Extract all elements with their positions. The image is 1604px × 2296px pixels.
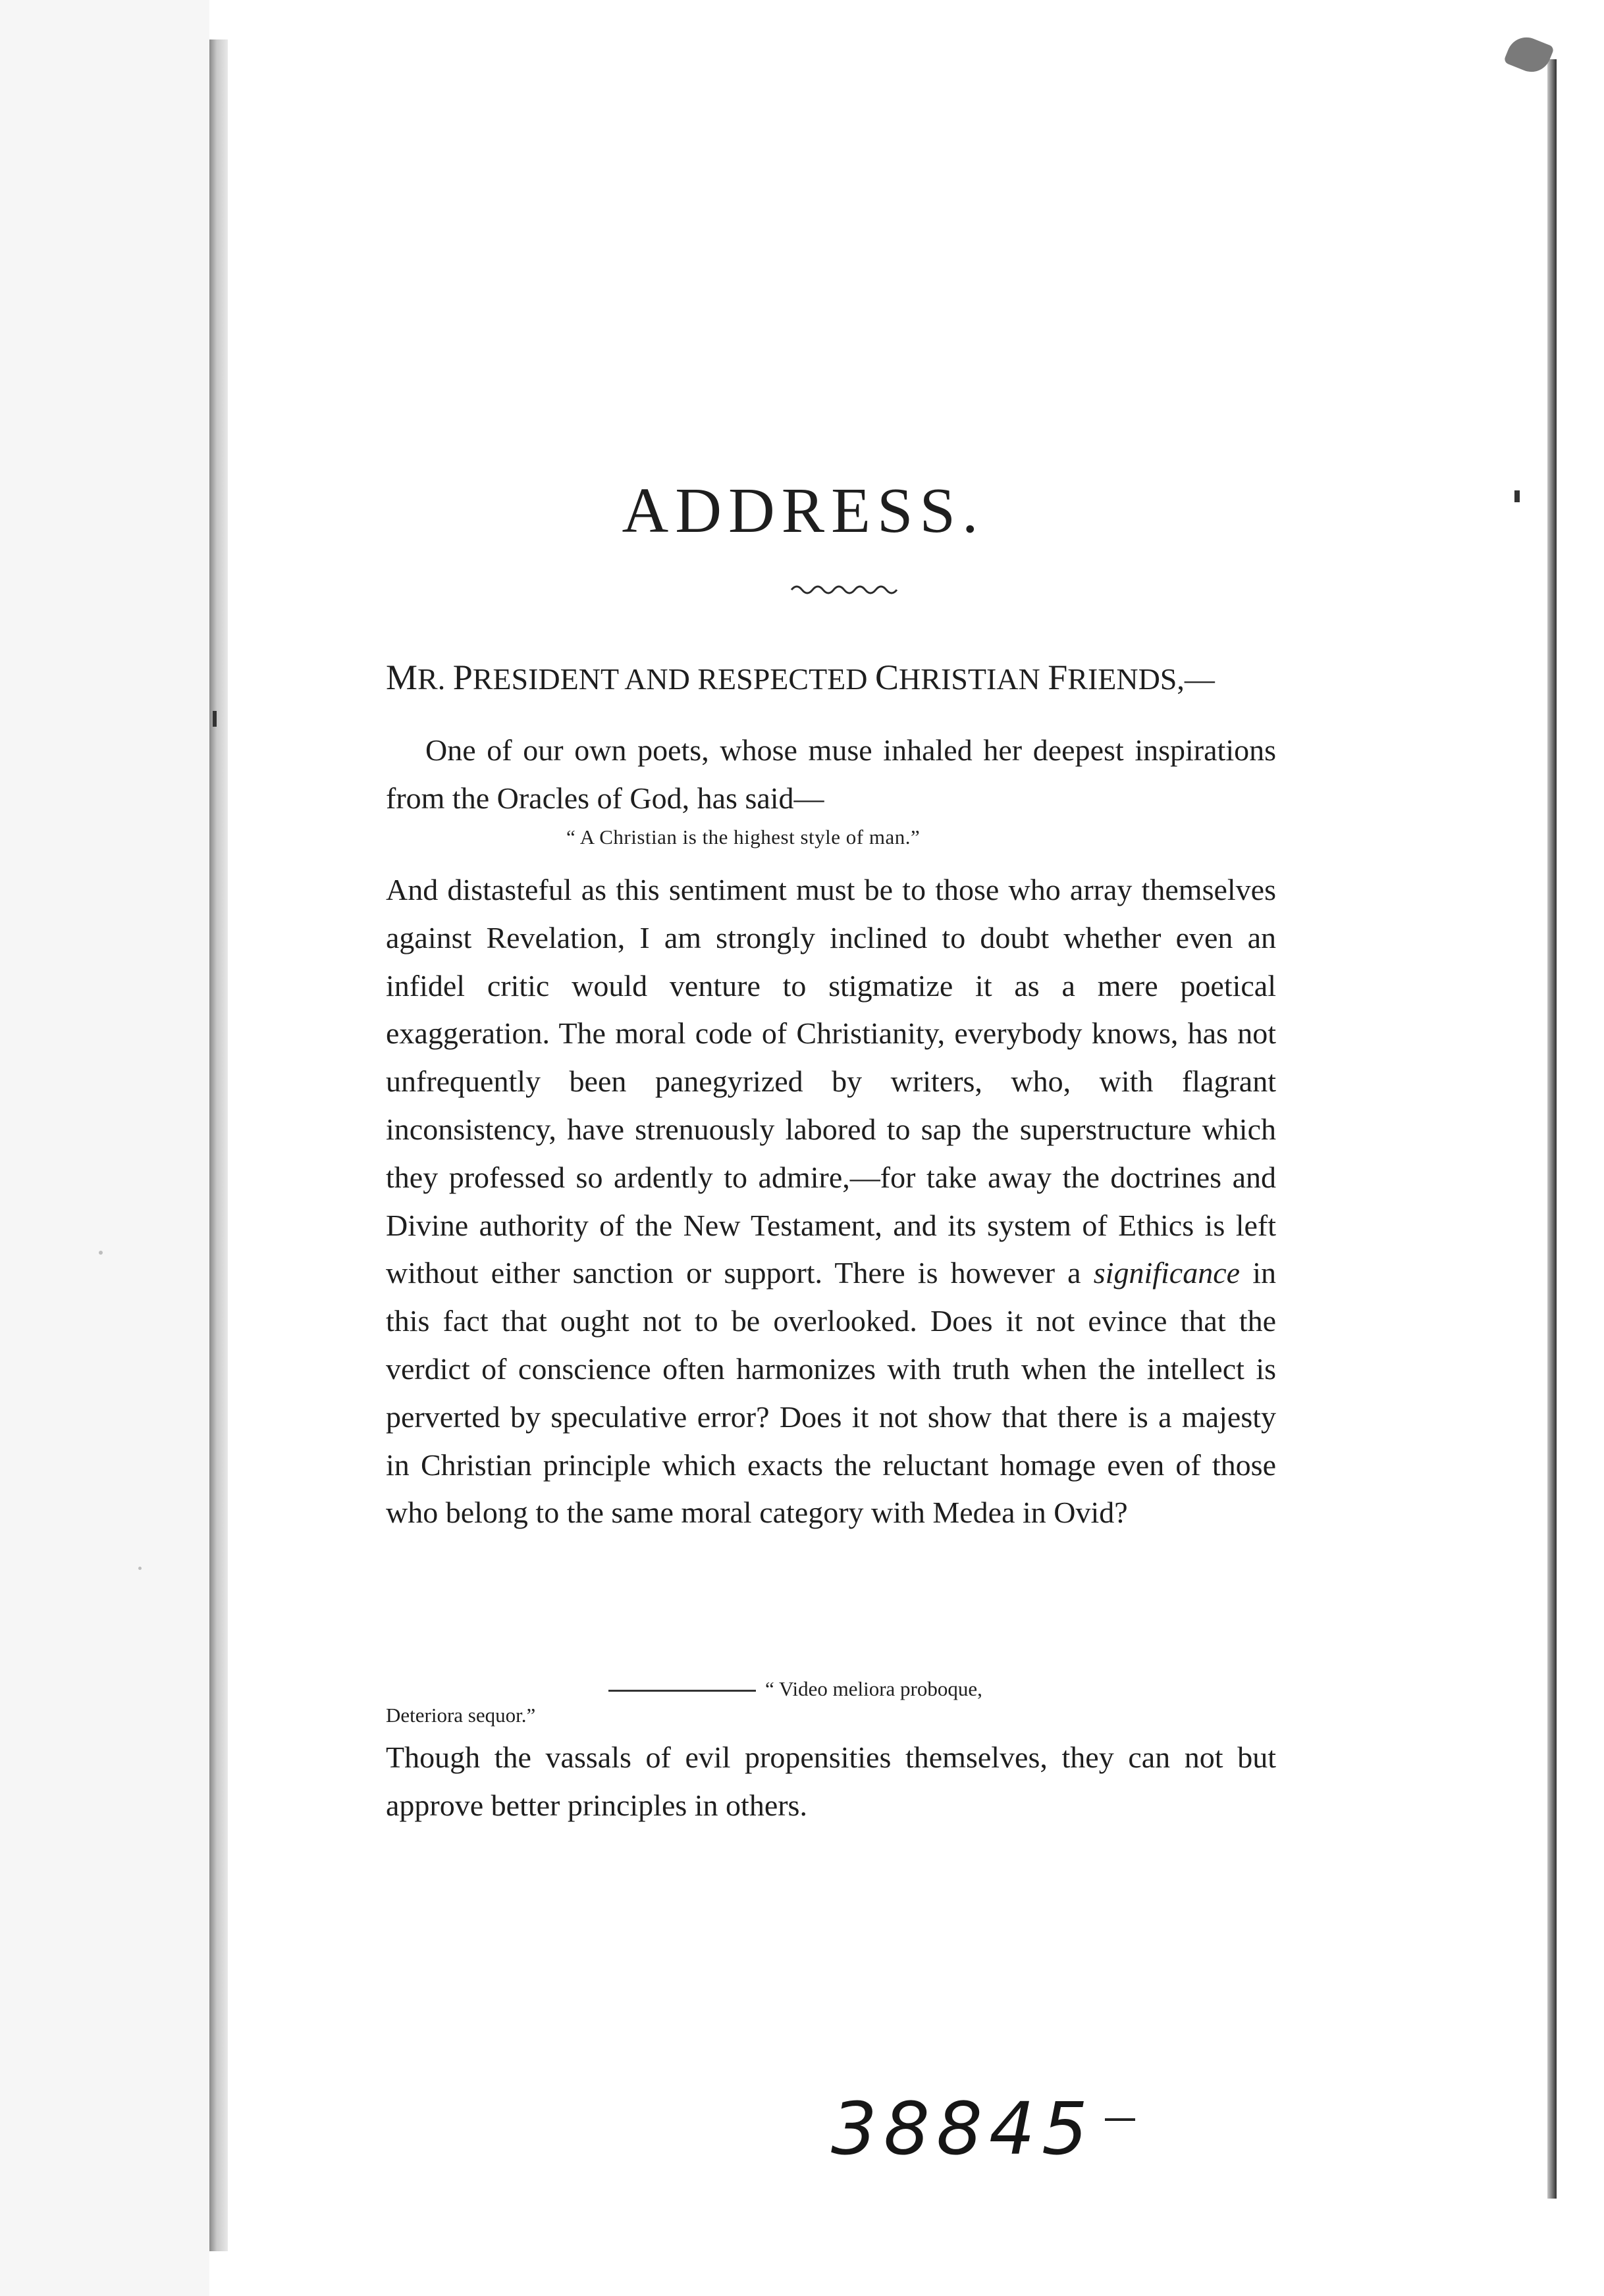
salutation-text: RIENDS,— [1067,662,1215,696]
page-title: ADDRESS. [622,475,985,546]
ornament-squiggle [790,579,902,599]
paper-speck [138,1567,142,1570]
facing-page [0,0,209,2296]
margin-mark [213,711,217,727]
paragraph-1: One of our own poets, whose muse inhaled her deepest inspirations from the Oracles of God, has said— [386,733,1276,815]
paragraph-2-text-end: in this fact that ought not to be overlooked. Does it not evince that the verdict of conscience often harmonizes with truth when the intellect is perverted by speculative error? Does it not show that there is a majesty in Christian principle which exacts the reluctant homage even of those who belong to the same moral category with Medea in Ovid? [386,1256,1277,1530]
quote-dash [608,1690,756,1692]
book-gutter [209,39,228,2251]
margin-mark [1514,490,1520,502]
salutation-cap: M [386,658,418,697]
salutation-text: RESIDENT AND RESPECTED [472,662,876,696]
salutation-text: HRISTIAN [899,662,1048,696]
latin-quote-line-2: Deteriora sequor.” [386,1704,536,1727]
paragraph-2 [386,866,1276,1537]
handwritten-dash [1105,2118,1135,2121]
salutation-cap: P [452,658,473,697]
salutation [386,657,1215,698]
poem-quote: “ A Christian is the highest style of man.” [566,825,921,848]
salutation-cap: C [875,658,899,697]
salutation-cap: F [1048,658,1068,697]
page-right-edge [1547,59,1557,2199]
paper-speck [99,1251,103,1255]
emphasis-significance: significance [1093,1256,1241,1290]
latin-quote-text: “ Video meliora proboque, [765,1677,982,1700]
latin-quote-line-1 [608,1677,982,1701]
salutation-text: R. [417,662,453,696]
paragraph-2-text: And distasteful as this sentiment must be to those who array themselves against Revelation, I am strongly inclined to doubt whether even an infidel critic would venture to stigmatize it as a mere poetical exaggeration. The moral code of Christianity, everybody knows, has not unfrequently been panegyrized by writers, who, with flagrant inconsistency, have strenuously labored to sap the superstructure which they professed so ardently to admire,—for take away the doctrines and Divine authority of the New Testament, and its system of Ethics is left without either sanction or support. There is however a [386,873,1276,1290]
paragraph-3: Though the vassals of evil propensities themselves, they can not but approve better principles in others. [386,1740,1276,1822]
handwritten-number: 38845 [831,2087,1094,2171]
